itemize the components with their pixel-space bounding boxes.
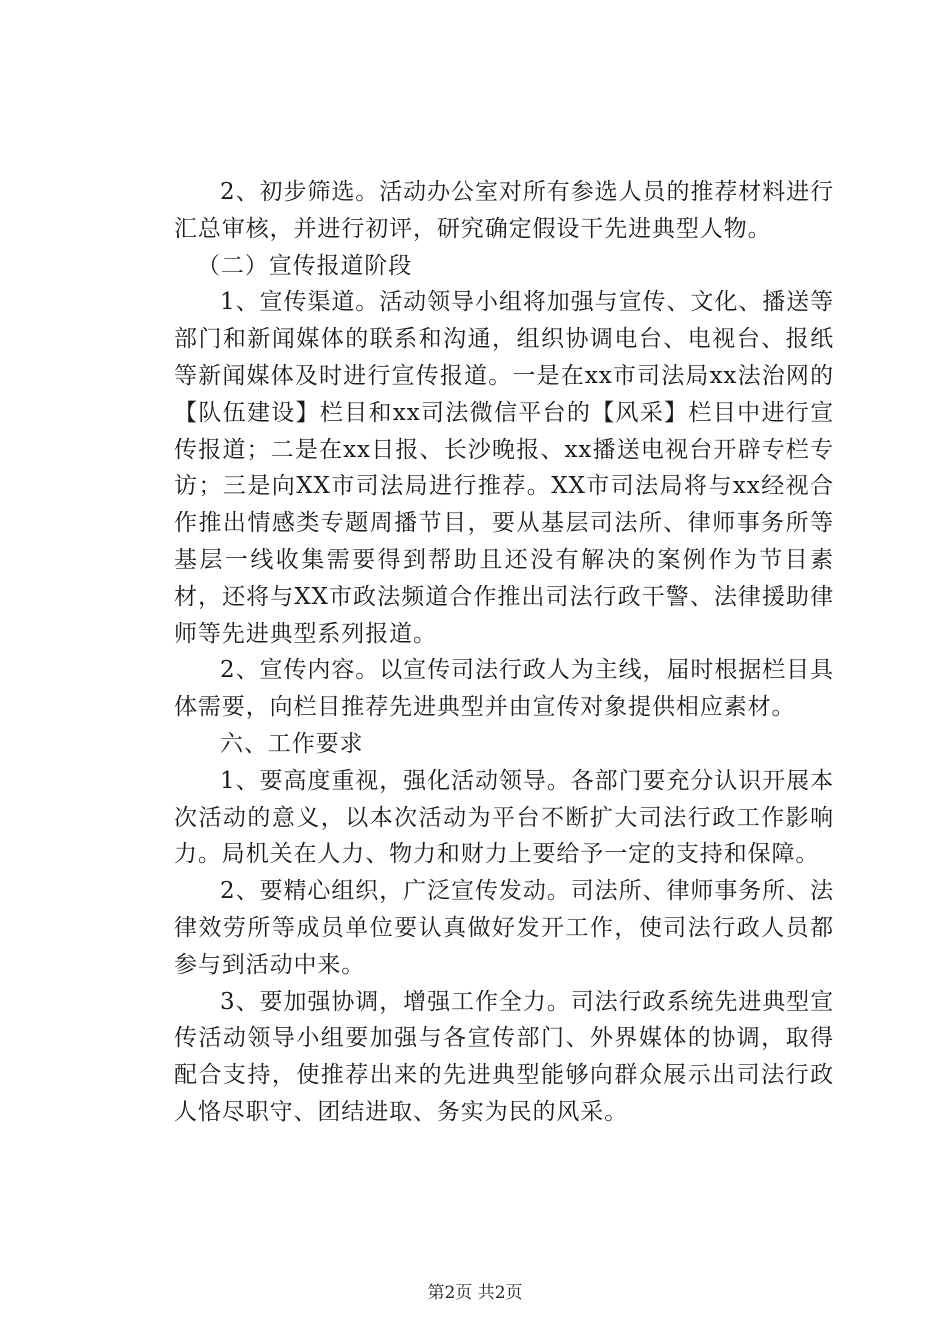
paragraph-requirement-3: 3、要加强协调，增强工作全力。司法行政系统先进典型宣传活动领导小组要加强与各宣传部门、外界媒体的协调，取得配合支持，使推荐出来的先进典型能够向群众展示出司法行政人恪尽职守、团结进取、务实为民的风采。 [174,988,834,1125]
document-body [174,174,834,1131]
paragraph-preliminary-screening: 2、初步筛选。活动办公室对所有参选人员的推荐材料进行汇总审核，并进行初评，研究确定假设干先进典型人物。 [174,179,834,242]
paragraph-requirement-2: 2、要精心组织，广泛宣传发动。司法所、律师事务所、法律效劳所等成员单位要认真做好发开工作，使司法行政人员都参与到活动中来。 [174,878,834,978]
paragraph-publicity-content: 2、宣传内容。以宣传司法行政人为主线，届时根据栏目具体需要，向栏目推荐先进典型并由宣传对象提供相应素材。 [174,657,834,721]
section-heading-publicity-stage: （二）宣传报道阶段 [197,252,413,279]
section-heading-work-requirements: 六、工作要求 [220,730,364,757]
paragraph-publicity-channels: 1、宣传渠道。活动领导小组将加强与宣传、文化、播送等部门和新闻媒体的联系和沟通，组织协调电台、电视台、报纸等新闻媒体及时进行宣传报道。一是在xx市司法局xx法治网的【队伍建设】栏目和xx司法微信平台的【风采】栏目中进行宣传报道；二是在xx日报、长沙晚报、xx播送电视台开辟专栏专访；三是向XX市司法局进行推荐。XX市司法局将与xx经视合作推出情感类专题周播节目，要从基层司法所、律师事务所等基层一线收集需要得到帮助且还没有解决的案例作为节目素材，还将与XX市政法频道合作推出司法行政干警、法律援助律师等先进典型系列报道。 [174,289,834,647]
paragraph-requirement-1: 1、要高度重视，强化活动领导。各部门要充分认识开展本次活动的意义，以本次活动为平台不断扩大司法行政工作影响力。局机关在人力、物力和财力上要给予一定的支持和保障。 [174,767,834,868]
page-footer: 第2页 共2页 [427,1283,523,1303]
